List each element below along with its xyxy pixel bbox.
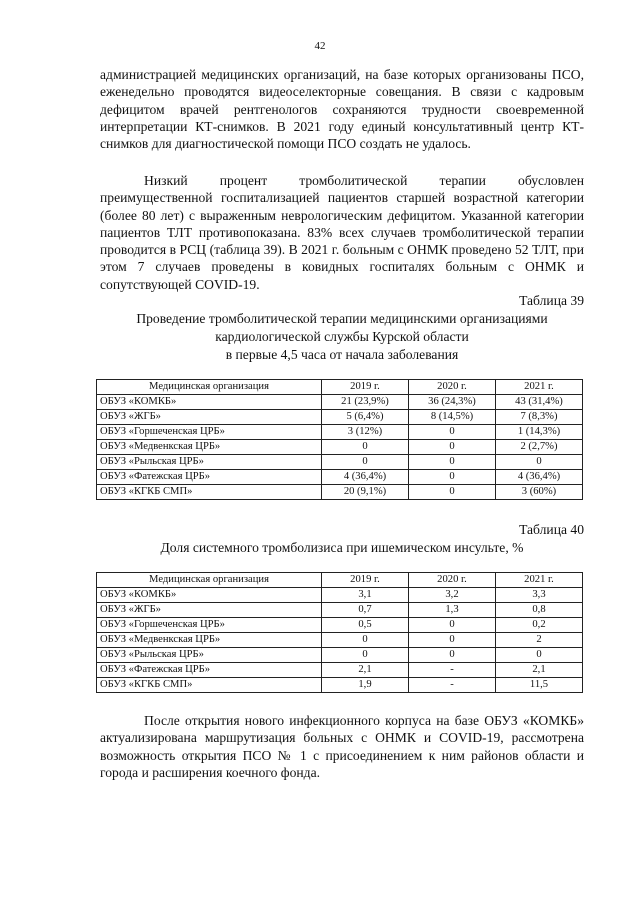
table-cell: ОБУЗ «Медвенкская ЦРБ» [97, 440, 322, 455]
table-cell: 0 [322, 455, 409, 470]
table-row [97, 410, 583, 425]
table-39-label: Таблица 39 [519, 293, 584, 308]
table-row [97, 485, 583, 500]
table-cell: 1,9 [322, 678, 409, 693]
table-cell: ОБУЗ «КОМКБ» [97, 395, 322, 410]
table-39 [96, 379, 583, 500]
table-cell: 8 (14,5%) [409, 410, 496, 425]
table-row [97, 440, 583, 455]
table-cell: 7 (8,3%) [496, 410, 583, 425]
table-cell: ОБУЗ «Рыльская ЦРБ» [97, 648, 322, 663]
table-cell: ОБУЗ «ЖГБ» [97, 603, 322, 618]
table-cell: 0 [409, 440, 496, 455]
table-cell: 3,1 [322, 588, 409, 603]
table-cell: - [409, 678, 496, 693]
table-cell: 43 (31,4%) [496, 395, 583, 410]
column-header: 2021 г. [496, 573, 583, 588]
table-cell: 36 (24,3%) [409, 395, 496, 410]
table-cell: 3,2 [409, 588, 496, 603]
table-cell: 11,5 [496, 678, 583, 693]
page-number: 42 [314, 40, 326, 52]
table-cell: 3 (12%) [322, 425, 409, 440]
table-cell: 3 (60%) [496, 485, 583, 500]
paragraph-intro: администрацией медицинских организаций, на базе которых организованы ПСО, еженедельно проводятся видеоселекторные совещания. В связи с кадровым дефицитом врачей рентгенологов сохраняются трудности своевременной интерпретации КТ-снимков. В 2021 году единый консультативный центр КТ-снимков для диагностической помощи ПСО создать не удалось. [100, 67, 584, 152]
table-cell: 0,7 [322, 603, 409, 618]
table-row [97, 603, 583, 618]
table-cell: ОБУЗ «КГКБ СМП» [97, 485, 322, 500]
table-cell: 0 [322, 440, 409, 455]
table-cell: 5 (6,4%) [322, 410, 409, 425]
column-header: Медицинская организация [97, 573, 322, 588]
table-cell: 0 [409, 618, 496, 633]
paragraph-thrombolysis: Низкий процент тромболитической терапии обусловлен преимущественной госпитализацией пациентов старшей возрастной категории (более 80 лет) с выраженным неврологическим дефицитом. Указанной категории пациентов ТЛТ противопоказана. 83% всех случаев тромболитической терапии проводится в РСЦ (таблица 39). В 2021 г. больным с ОНМК проведено 52 ТЛТ, при этом 7 случаев проведены в ковидных госпиталях больным с ОНМК и сопутствующей COVID-19. [100, 173, 584, 292]
table-cell: ОБУЗ «Горшеченская ЦРБ» [97, 618, 322, 633]
table-cell: ОБУЗ «Горшеченская ЦРБ» [97, 425, 322, 440]
column-header: 2019 г. [322, 380, 409, 395]
table-row [97, 455, 583, 470]
table-header-row [97, 573, 583, 588]
table-cell: 2,1 [322, 663, 409, 678]
table-40 [96, 572, 583, 693]
table-cell: 0 [409, 455, 496, 470]
table-cell: 2 (2,7%) [496, 440, 583, 455]
table-row [97, 663, 583, 678]
table-cell: ОБУЗ «КГКБ СМП» [97, 678, 322, 693]
table-cell: 0,2 [496, 618, 583, 633]
table-cell: ОБУЗ «Фатежская ЦРБ» [97, 663, 322, 678]
column-header: 2019 г. [322, 573, 409, 588]
table-cell: 0 [409, 485, 496, 500]
table-cell: 3,3 [496, 588, 583, 603]
table-cell: ОБУЗ «КОМКБ» [97, 588, 322, 603]
column-header: Медицинская организация [97, 380, 322, 395]
table-row [97, 470, 583, 485]
table-39-title [100, 310, 584, 363]
table-cell: 0 [409, 633, 496, 648]
table-cell: 0,8 [496, 603, 583, 618]
table-39-title-line: Проведение тромболитической терапии медицинскими организациями [136, 311, 548, 326]
table-cell: 20 (9,1%) [322, 485, 409, 500]
table-cell: ОБУЗ «Медвенкская ЦРБ» [97, 633, 322, 648]
table-cell: ОБУЗ «Рыльская ЦРБ» [97, 455, 322, 470]
table-40-label: Таблица 40 [519, 522, 584, 537]
table-cell: 1,3 [409, 603, 496, 618]
table-cell: 0 [322, 633, 409, 648]
table-header-row [97, 380, 583, 395]
table-cell: 0 [409, 470, 496, 485]
table-40-title: Доля системного тромболизиса при ишемическом инсульте, % [160, 540, 524, 555]
table-cell: 1 (14,3%) [496, 425, 583, 440]
table-cell: 0 [496, 648, 583, 663]
column-header: 2021 г. [496, 380, 583, 395]
table-cell: 4 (36,4%) [322, 470, 409, 485]
table-cell: 0 [409, 425, 496, 440]
table-row [97, 425, 583, 440]
table-cell: 2 [496, 633, 583, 648]
table-cell: - [409, 663, 496, 678]
table-row [97, 618, 583, 633]
table-row [97, 648, 583, 663]
table-row [97, 395, 583, 410]
paragraph-routing: После открытия нового инфекционного корпуса на базе ОБУЗ «КОМКБ» актуализирована маршрутизация больных с ОНМК и COVID-19, рассмотрена возможность открытия ПСО № 1 с присоединением к ним районов области и города и расширения коечного фонда. [100, 713, 584, 780]
table-39-title-line: в первые 4,5 часа от начала заболевания [225, 346, 459, 362]
table-row [97, 588, 583, 603]
table-cell: 4 (36,4%) [496, 470, 583, 485]
table-cell: 0,5 [322, 618, 409, 633]
table-cell: 0 [496, 455, 583, 470]
table-cell: 2,1 [496, 663, 583, 678]
table-cell: 21 (23,9%) [322, 395, 409, 410]
table-cell: 0 [322, 648, 409, 663]
table-cell: 0 [409, 648, 496, 663]
table-39-title-line: кардиологической службы Курской области [215, 328, 469, 344]
column-header: 2020 г. [409, 573, 496, 588]
column-header: 2020 г. [409, 380, 496, 395]
table-cell: ОБУЗ «Фатежская ЦРБ» [97, 470, 322, 485]
table-cell: ОБУЗ «ЖГБ» [97, 410, 322, 425]
table-row [97, 678, 583, 693]
table-row [97, 633, 583, 648]
